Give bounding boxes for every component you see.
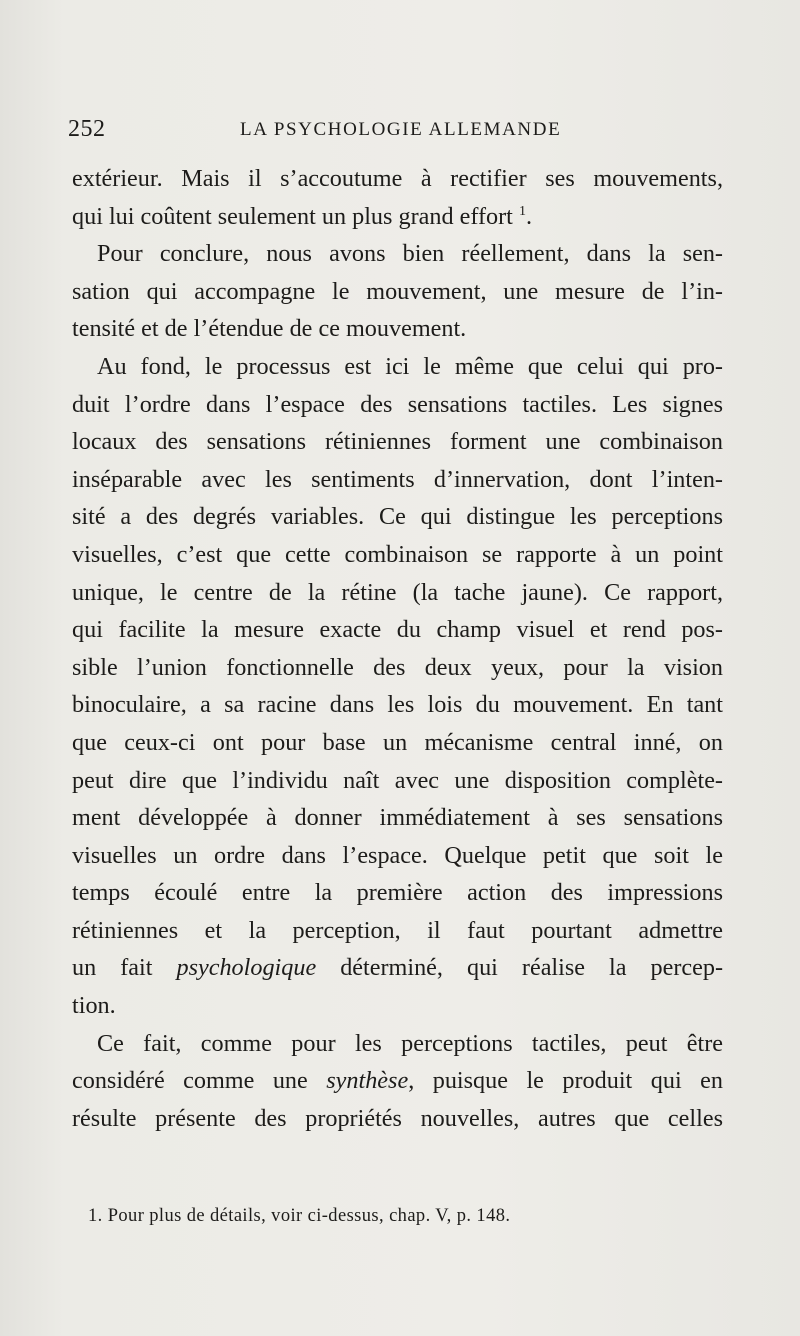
text-line: visuelles un ordre dans l’espace. Quelque petit que soit le	[72, 841, 723, 869]
text-segment: déterminé, qui réalise la percep-	[316, 954, 724, 982]
text-line: locaux des sensations rétiniennes forment une combinaison	[72, 428, 723, 456]
text-line: binoculaire, a sa racine dans les lois du mouvement. En tant	[72, 691, 723, 719]
text-line: extérieur. Mais il s’accoutume à rectifier ses mouvements,	[72, 165, 723, 192]
text-line: ment développée à donner immédiatement à ses sensations	[72, 804, 723, 832]
text-line	[72, 949, 723, 987]
italic-term: psychologique	[176, 954, 317, 982]
text-line: temps écoulé entre la première action des impressions	[72, 879, 723, 907]
text-line: sible l’union fonctionnelle des deux yeux, pour la vision	[72, 653, 723, 681]
text-line: rétiniennes et la perception, il faut pourtant admettre	[72, 916, 723, 944]
text-line: duit l’ordre dans l’espace des sensations tactiles. Les signes	[72, 390, 723, 418]
text-line: unique, le centre de la rétine (la tache jaune). Ce rapport,	[72, 578, 723, 606]
text-line: Au fond, le processus est ici le même que celui qui pro-	[97, 352, 723, 380]
paragraph-3	[72, 348, 723, 1025]
text-line: Ce fait, comme pour les perceptions tactiles, peut être	[97, 1029, 723, 1057]
text-line	[72, 198, 723, 236]
footnote-reference: 1	[518, 203, 526, 219]
text-line: tensité et de l’étendue de ce mouvement.	[72, 315, 467, 343]
text-line: résulte présente des propriétés nouvelles, autres que celles	[72, 1104, 723, 1132]
body-text	[72, 160, 723, 1137]
text-segment: un fait	[72, 954, 177, 982]
paragraph-1	[72, 160, 723, 235]
text-line: que ceux-ci ont pour base un mécanisme central inné, on	[72, 728, 723, 756]
text-line: inséparable avec les sentiments d’innervation, dont l’inten-	[72, 465, 723, 493]
page-header	[68, 116, 722, 146]
page-number: 252	[68, 116, 106, 142]
text-line: sation qui accompagne le mouvement, une mesure de l’in-	[72, 277, 723, 305]
text-line-content: qui lui coûtent seulement un plus grand effort	[72, 202, 513, 230]
text-line: sité a des degrés variables. Ce qui distingue les perceptions	[72, 503, 723, 531]
text-line: visuelles, c’est que cette combinaison se rapporte à un point	[72, 540, 723, 568]
paragraph-4	[72, 1025, 723, 1138]
footnote: 1. Pour plus de détails, voir ci-dessus, chap. V, p. 148.	[88, 1206, 511, 1226]
text-line: peut dire que l’individu naît avec une disposition complète-	[72, 766, 723, 794]
text-line: tion.	[72, 992, 116, 1020]
text-segment: , puisque le produit qui en	[408, 1067, 723, 1095]
text-line: Pour conclure, nous avons bien réellement, dans la sen-	[97, 240, 723, 268]
running-title: LA PSYCHOLOGIE ALLEMANDE	[240, 119, 562, 140]
italic-term: synthèse	[326, 1067, 409, 1095]
text-line: qui facilite la mesure exacte du champ visuel et rend pos-	[72, 616, 723, 644]
text-segment: considéré comme une	[72, 1067, 327, 1095]
punctuation: .	[525, 202, 532, 230]
paragraph-2	[72, 235, 723, 348]
text-line	[72, 1062, 723, 1100]
